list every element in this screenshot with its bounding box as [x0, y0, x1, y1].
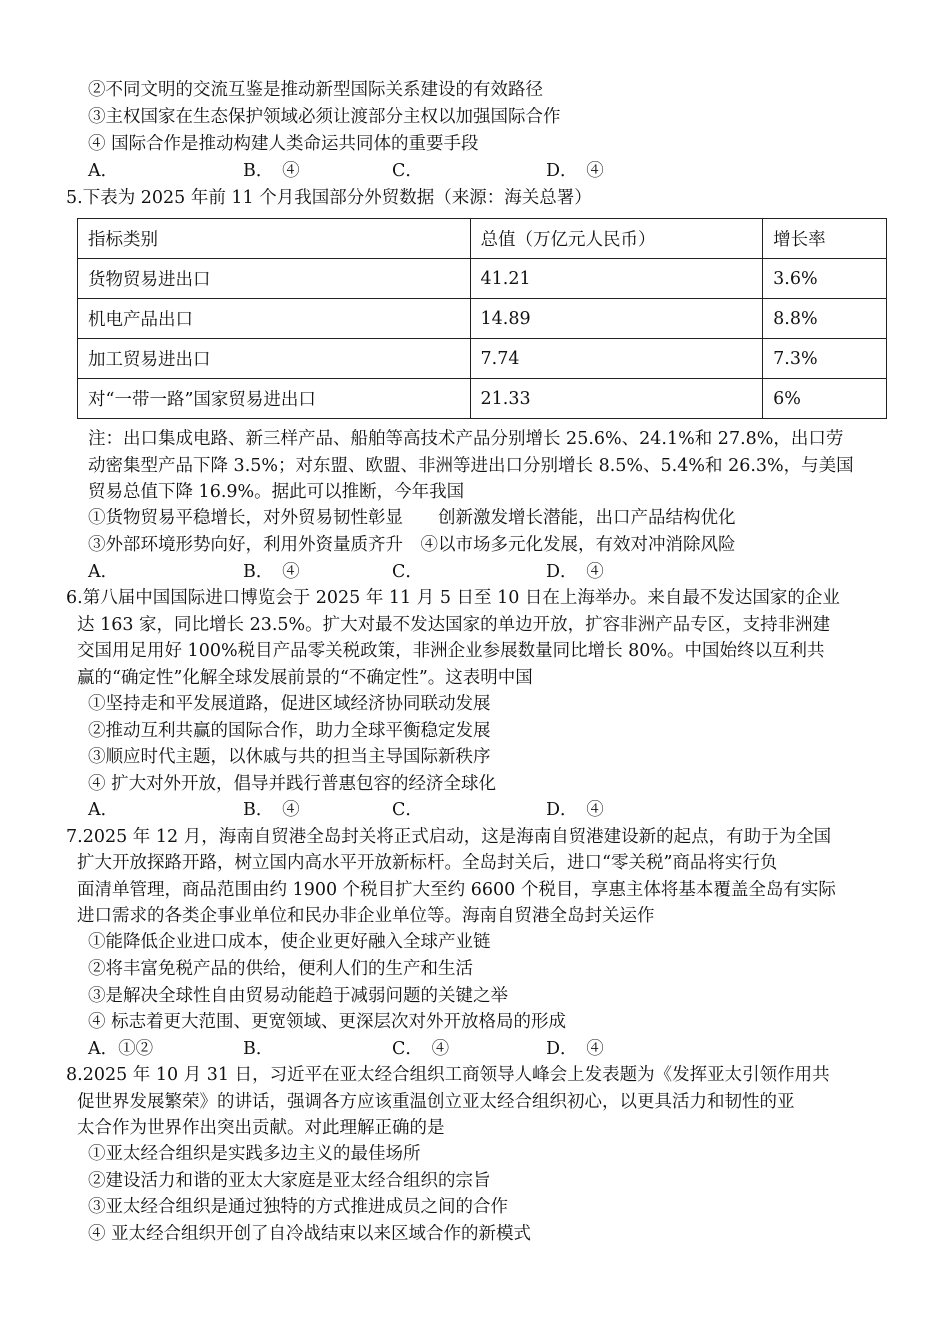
q6-option-a: A． [88, 800, 119, 820]
q7-item-4: ④ 标志着更大范围、更宽领域、更深层次对外开放格局的形成 [88, 1012, 567, 1032]
q5-option-b: B． ④ [243, 562, 300, 582]
table-header-cell: 增长率 [763, 219, 887, 259]
q6-option-d: D． ④ [546, 800, 604, 820]
q7-option-a: A．①② [88, 1039, 154, 1059]
q8-stem-line: 太合作为世界作出突出贡献。对此理解正确的是 [77, 1118, 445, 1138]
table-header-row [78, 219, 887, 259]
q8-item-3: ③亚太经合组织是通过独特的方式推进成员之间的合作 [88, 1197, 508, 1217]
q6-option-c: C． [392, 800, 423, 820]
table-cell: 8.8% [763, 299, 887, 339]
q7-option-b: B． [243, 1039, 274, 1059]
q5-note-line: 注：出口集成电路、新三样产品、船舶等高技术产品分别增长 25.6%、24.1%和 27.8%，出口劳 [88, 429, 844, 449]
q6-item-2: ②推动互利共赢的国际合作，助力全球平衡稳定发展 [88, 721, 491, 741]
trade-data-table [77, 218, 887, 419]
table-cell: 对“一带一路”国家贸易进出口 [78, 379, 471, 419]
q7-stem-line: 进口需求的各类企事业单位和民办非企业单位等。海南自贸港全岛封关运作 [77, 906, 655, 926]
q4-option-d: D． ④ [546, 161, 604, 181]
q4-option-b: B． ④ [243, 161, 300, 181]
table-cell: 7.74 [470, 339, 763, 379]
q6-item-4: ④ 扩大对外开放，倡导并践行普惠包容的经济全球化 [88, 774, 497, 794]
q5-note-line: 贸易总值下降 16.9%。据此可以推断，今年我国 [88, 482, 465, 502]
q4-item-2: ②不同文明的交流互鉴是推动新型国际关系建设的有效路径 [88, 80, 543, 100]
q4-option-c: C． [392, 161, 423, 181]
q7-option-c: C． ④ [392, 1039, 450, 1059]
table-cell: 6% [763, 379, 887, 419]
q6-stem-line: 6.第八届中国国际进口博览会于 2025 年 11 月 5 日至 10 日在上海举办。来自最不发达国家的企业 [66, 588, 840, 608]
table-cell: 货物贸易进出口 [78, 259, 471, 299]
q7-item-2: ②将丰富免税产品的供给，便利人们的生产和生活 [88, 959, 473, 979]
q7-stem-line: 面清单管理，商品范围由约 1900 个税目扩大至约 6600 个税目，享惠主体将基本覆盖全岛有实际 [77, 880, 836, 900]
table-cell: 3.6% [763, 259, 887, 299]
q4-option-a: A． [88, 161, 119, 181]
q4-item-4: ④ 国际合作是推动构建人类命运共同体的重要手段 [88, 134, 479, 154]
q6-item-3: ③顺应时代主题，以休戚与共的担当主导国际新秩序 [88, 747, 491, 767]
q5-note-line: 动密集型产品下降 3.5%；对东盟、欧盟、非洲等进出口分别增长 8.5%、5.4%和 26.3%，与美国 [88, 456, 854, 476]
q8-stem-line: 促世界发展繁荣》的讲话，强调各方应该重温创立亚太经合组织初心，以更具活力和韧性的亚 [77, 1092, 795, 1112]
q7-item-3: ③是解决全球性自由贸易动能趋于减弱问题的关键之举 [88, 986, 508, 1006]
table-header-cell: 总值（万亿元人民币） [470, 219, 763, 259]
table-cell: 41.21 [470, 259, 763, 299]
q5-item-row: ③外部环境形势向好，利用外资量质齐升 ④以市场多元化发展，有效对冲消除风险 [88, 535, 736, 555]
table-row [78, 259, 887, 299]
q7-item-1: ①能降低企业进口成本，使企业更好融入全球产业链 [88, 932, 491, 952]
q4-item-3: ③主权国家在生态保护领域必须让渡部分主权以加强国际合作 [88, 107, 561, 127]
q5-option-a: A． [88, 562, 119, 582]
q7-stem-line: 7.2025 年 12 月，海南自贸港全岛封关将正式启动，这是海南自贸港建设新的起点，有助于为全国 [66, 827, 832, 847]
q7-option-d: D． ④ [546, 1039, 604, 1059]
q5-option-d: D． ④ [546, 562, 604, 582]
table-cell: 14.89 [470, 299, 763, 339]
q5-option-c: C． [392, 562, 423, 582]
q5-item-row: ①货物贸易平稳增长，对外贸易韧性彰显 创新激发增长潜能，出口产品结构优化 [88, 508, 736, 528]
table-header-cell: 指标类别 [78, 219, 471, 259]
table-row [78, 339, 887, 379]
q5-stem: 5.下表为 2025 年前 11 个月我国部分外贸数据（来源：海关总署） [66, 188, 592, 208]
q8-item-2: ②建设活力和谐的亚太大家庭是亚太经合组织的宗旨 [88, 1171, 491, 1191]
q6-option-b: B． ④ [243, 800, 300, 820]
table-cell: 加工贸易进出口 [78, 339, 471, 379]
q8-stem-line: 8.2025 年 10 月 31 日，习近平在亚太经合组织工商领导人峰会上发表题为《发挥亚太引领作用共 [66, 1065, 830, 1085]
q6-stem-line: 交国用足用好 100%税目产品零关税政策，非洲企业参展数量同比增长 80%。中国始终以互利共 [77, 641, 825, 661]
table-cell: 机电产品出口 [78, 299, 471, 339]
table-row [78, 379, 887, 419]
q6-item-1: ①坚持走和平发展道路，促进区域经济协同联动发展 [88, 694, 491, 714]
table-cell: 21.33 [470, 379, 763, 419]
q6-stem-line: 达 163 家，同比增长 23.5%。扩大对最不发达国家的单边开放，扩容非洲产品专区，支持非洲建 [77, 615, 831, 635]
table-row [78, 299, 887, 339]
table-cell: 7.3% [763, 339, 887, 379]
q6-stem-line: 赢的“确定性”化解全球发展前景的“不确定性”。这表明中国 [77, 668, 533, 688]
q7-stem-line: 扩大开放探路开路，树立国内高水平开放新标杆。全岛封关后，进口“零关税”商品将实行负 [77, 853, 778, 873]
q8-item-1: ①亚太经合组织是实践多边主义的最佳场所 [88, 1144, 421, 1164]
q8-item-4: ④ 亚太经合组织开创了自冷战结束以来区域合作的新模式 [88, 1224, 532, 1244]
